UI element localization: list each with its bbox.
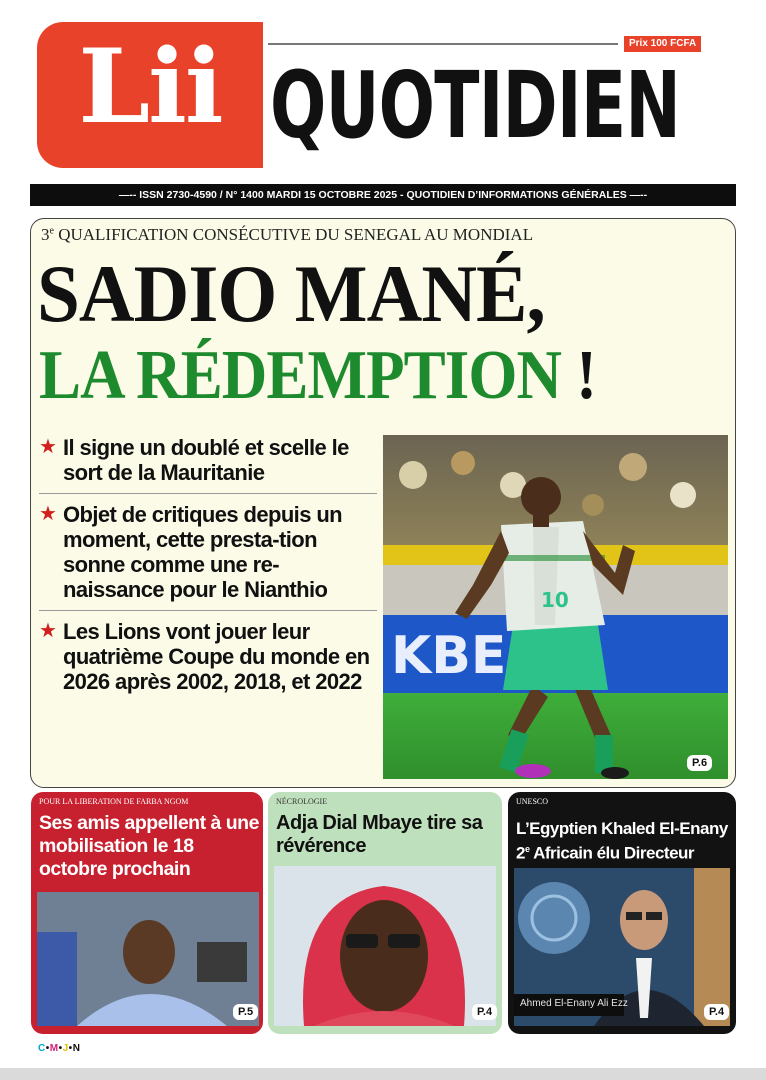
- page-ref-red: P.5: [233, 1004, 258, 1020]
- masthead-rule: [268, 43, 618, 45]
- star-icon: ★: [39, 436, 57, 458]
- headline-line-2: LA RÉDEMPTION !: [39, 337, 597, 414]
- portrait-photo: [274, 866, 496, 1026]
- nameplate: Ahmed El-Enany Ali Ezz: [520, 998, 628, 1009]
- masthead-title: QUOTIDIEN: [270, 52, 681, 159]
- story-unesco[interactable]: [508, 792, 736, 1034]
- box-title: Ses amis appellent à une mobilisation le 18 octobre prochain: [39, 812, 259, 880]
- star-icon: ★: [39, 503, 57, 525]
- logo-text: Lii: [78, 27, 222, 147]
- bullet-item: ★ Objet de critiques depuis un moment, cette presta-tion sonne comme une re-naissance pour le Nianthio: [39, 502, 377, 611]
- main-kicker: 3e QUALIFICATION CONSÉCUTIVE DU SENEGAL AU MONDIAL: [41, 225, 534, 244]
- svg-text:KBE: KBE: [391, 626, 507, 686]
- box-kicker: POUR LA LIBERATION DE FARBA NGOM: [39, 797, 189, 806]
- page-ref-main: P.6: [687, 755, 712, 771]
- bullet-list: [39, 435, 377, 710]
- bullet-item: ★ Il signe un doublé et scelle le sort de la Mauritanie: [39, 435, 377, 494]
- headline-line-1: SADIO MANÉ,: [37, 248, 545, 339]
- star-icon: ★: [39, 620, 57, 642]
- page-ref-black: P.4: [704, 1004, 729, 1020]
- portrait-photo: [37, 892, 259, 1026]
- svg-text:10: 10: [541, 588, 569, 612]
- box-kicker: UNESCO: [516, 797, 549, 806]
- price-badge: Prix 100 FCFA: [624, 36, 701, 52]
- issue-info-bar: —-- ISSN 2730-4590 / N° 1400 MARDI 15 OCTOBRE 2025 - QUOTIDIEN D’INFORMATIONS GÉNÉRALES —--: [30, 184, 736, 206]
- bullet-item: ★ Les Lions vont jouer leur quatrième Coupe du monde en 2026 après 2002, 2018, et 2022: [39, 619, 370, 694]
- story-adja-dial-mbaye[interactable]: [268, 792, 502, 1034]
- bottom-strip: [0, 1068, 766, 1080]
- box-kicker: NÉCROLOGIE: [276, 797, 328, 806]
- footballer-illustration: [383, 435, 728, 779]
- story-farba-ngom[interactable]: [31, 792, 263, 1034]
- box-title: L’Egyptien Khaled El-Enany 2e Africain élu Directeur: [516, 819, 728, 863]
- page-ref-green: P.4: [472, 1004, 497, 1020]
- portrait-photo: [514, 868, 730, 1026]
- cmjn-marker: C•M•J•N: [38, 1043, 81, 1054]
- main-photo[interactable]: [383, 435, 728, 779]
- box-title: Adja Dial Mbaye tire sa révérence: [276, 812, 483, 857]
- main-story[interactable]: [30, 218, 736, 788]
- masthead-logo: [37, 22, 263, 168]
